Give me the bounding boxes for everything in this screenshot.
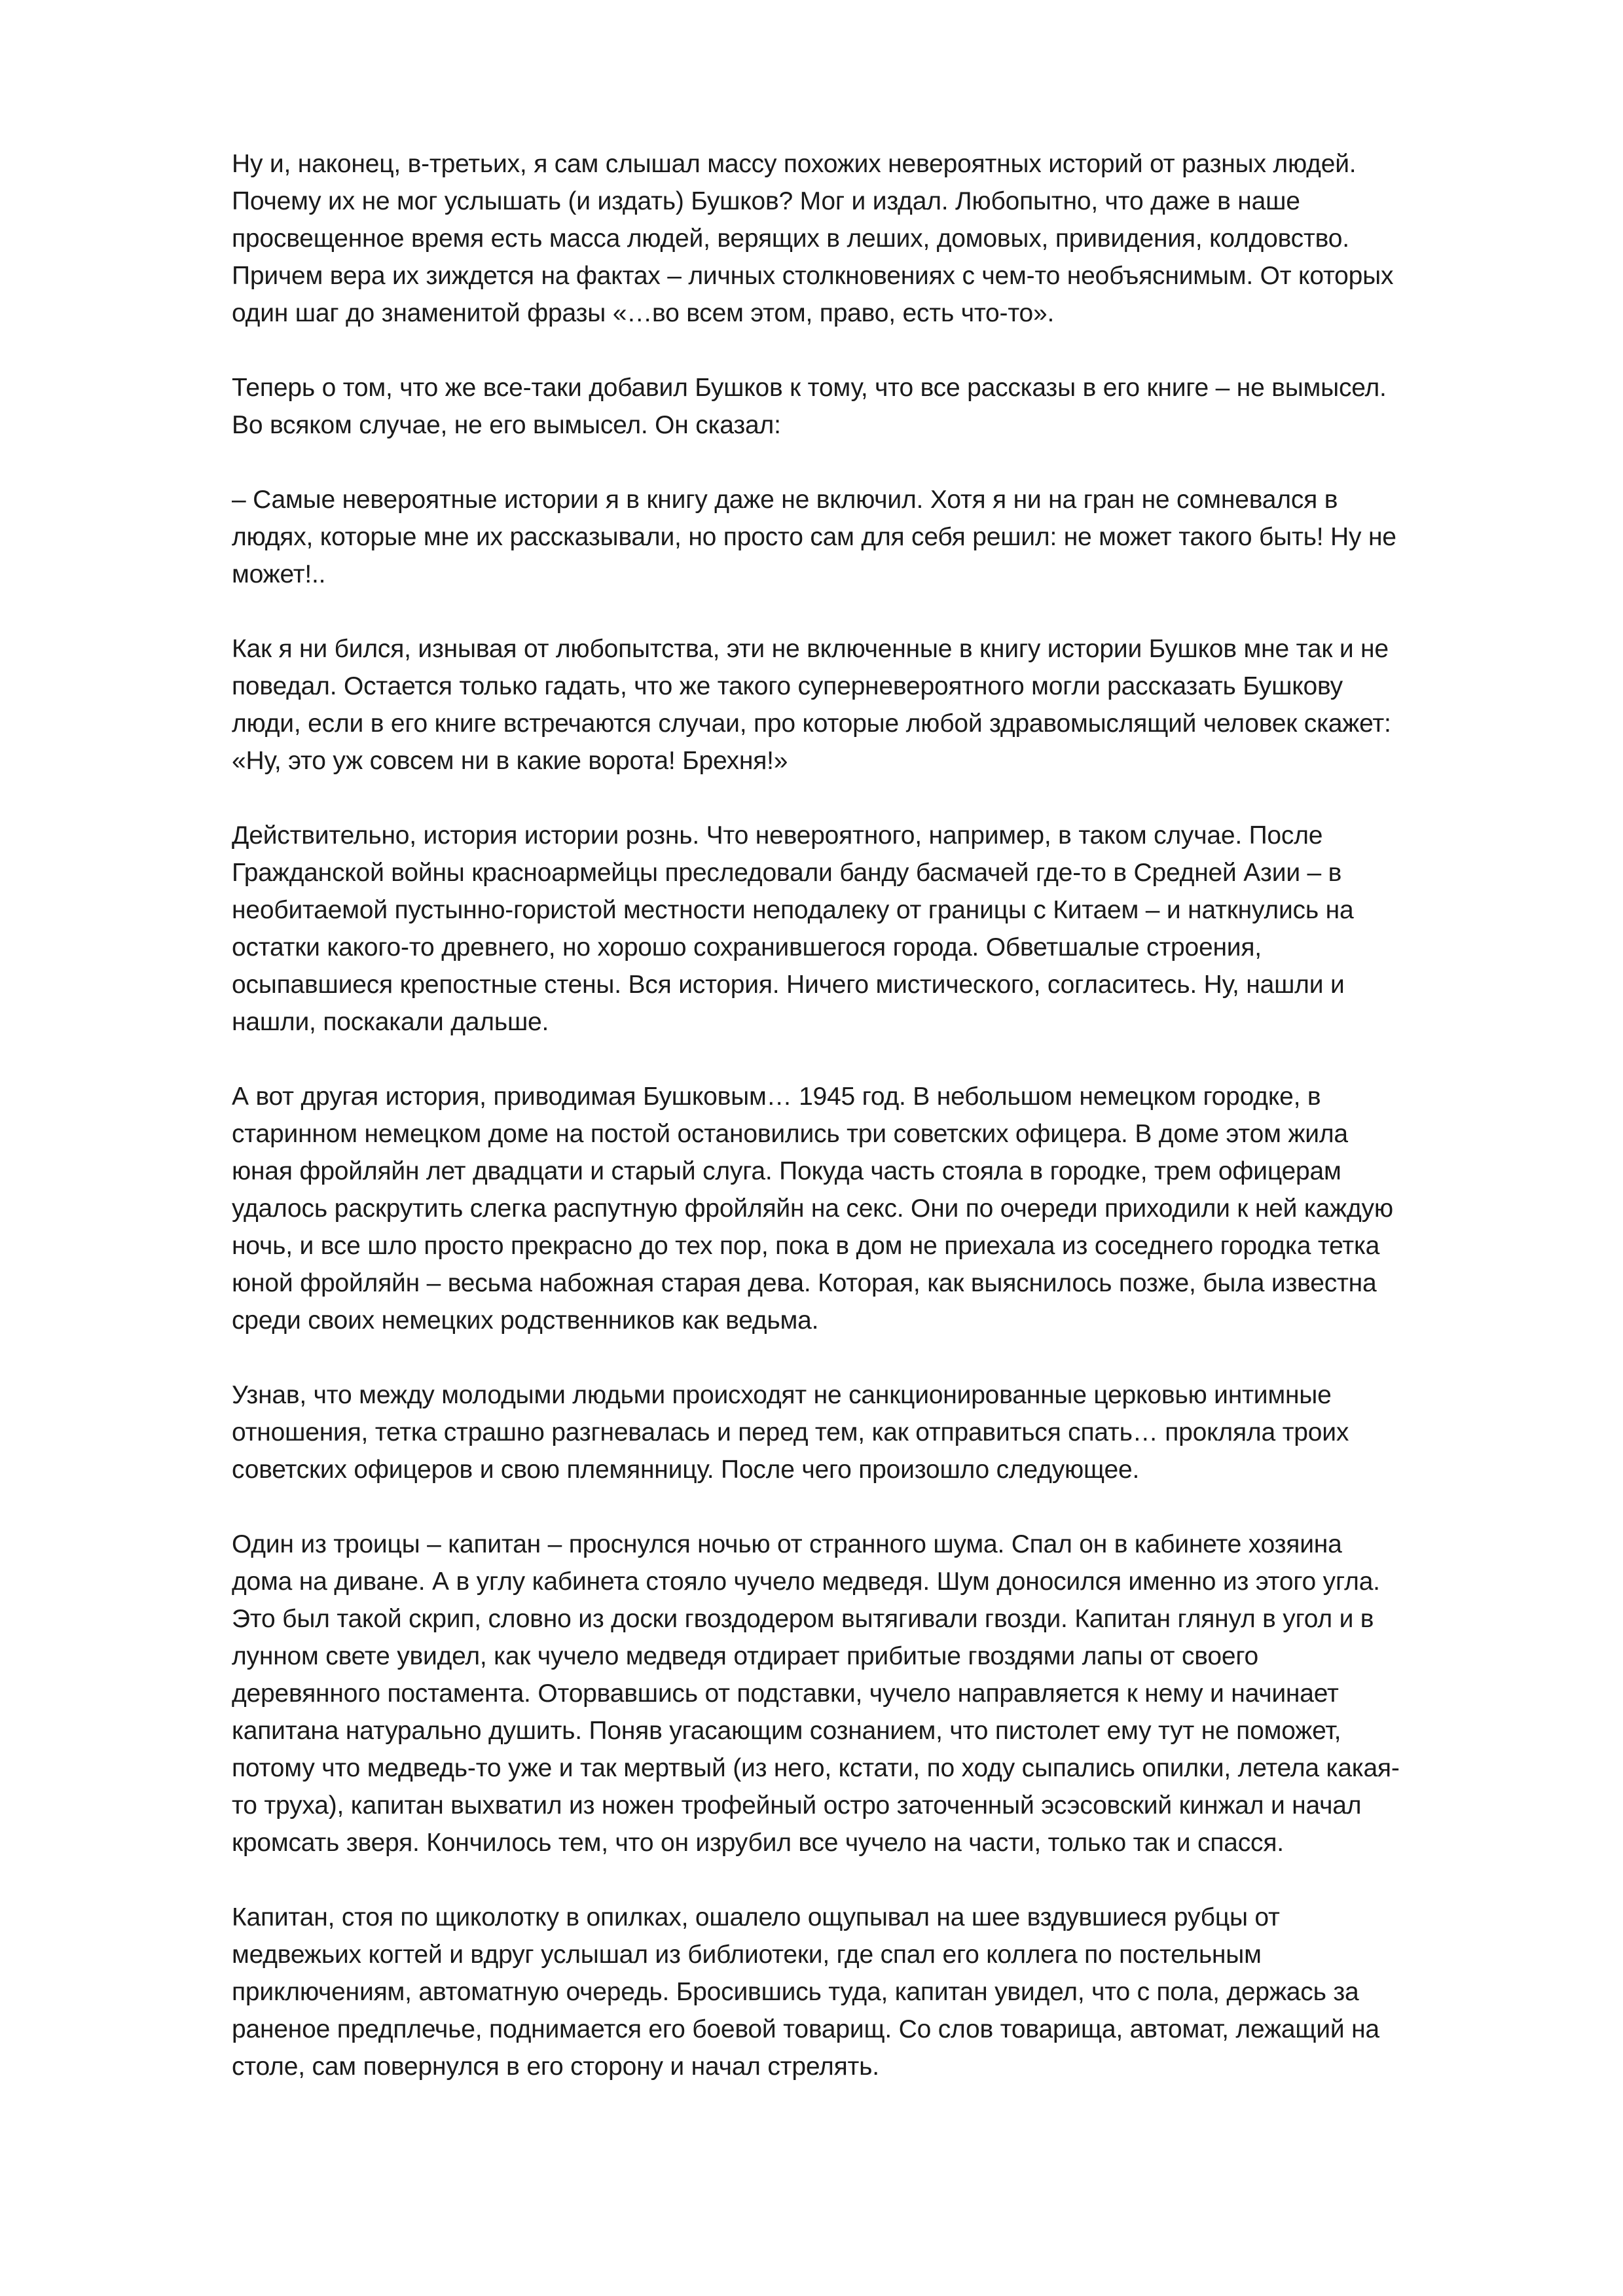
paragraph-4: Как я ни бился, изнывая от любопытства, эти не включенные в книгу истории Бушков мне так и не поведал. Остается только гадать, что же такого суперневероятного могли рассказать Бушкову люди, если в его книге встречаются случаи, про которые любой здравомыслящий человек скажет: «Ну, это уж совсем ни в какие ворота! Брехня!» — [232, 635, 1391, 775]
document-page — [232, 145, 1489, 2123]
paragraph-6: А вот другая история, приводимая Бушковым… 1945 год. В небольшом немецком городке, в старинном немецком доме на постой остановились три советских офицера. В доме этом жила юная фройляйн лет двадцати и старый слуга. Покуда часть стояла в городке, трем офицерам удалось раскрутить слегка распутную фройляйн на секс. Они по очереди приходили к ней каждую ночь, и все шло просто прекрасно до тех пор, пока в дом не приехала из соседнего городка тетка юной фройляйн – весьма набожная старая дева. Которая, как выяснилось позже, была известна среди своих немецких родственников как ведьма. — [232, 1083, 1393, 1335]
paragraph-3: – Самые невероятные истории я в книгу даже не включил. Хотя я ни на гран не сомневался в людях, которые мне их рассказывали, но просто сам для себя решил: не может такого быть! Ну не может!.. — [232, 486, 1396, 588]
paragraph-7: Узнав, что между молодыми людьми происходят не санкционированные церковью интимные отношения, тетка страшно разгневалась и перед тем, как отправиться спать… прокляла троих советских офицеров и свою племянницу. После чего произошло следующее. — [232, 1381, 1349, 1484]
paragraph-2: Теперь о том, что же все-таки добавил Бушков к тому, что все рассказы в его книге – не вымысел. Во всяком случае, не его вымысел. Он сказал: — [232, 374, 1387, 439]
paragraph-8: Один из троицы – капитан – проснулся ночью от странного шума. Спал он в кабинете хозяина дома на диване. А в углу кабинета стояло чучело медведя. Шум доносился именно из этого угла. Это был такой скрип, словно из доски гвоздодером вытягивали гвозди. Капитан глянул в угол и в лунном свете увидел, как чучело медведя отдирает прибитые гвоздями лапы от своего деревянного постамента. Оторвавшись от подставки, чучело направляется к нему и начинает капитана натурально душить. Поняв угасающим сознанием, что пистолет ему тут не поможет, потому что медведь-то уже и так мертвый (из него, кстати, по ходу сыпались опилки, летела какая- то труха), капитан выхватил из ножен трофейный остро заточенный эсэсовский кинжал и начал кромсать зверя. Кончилось тем, что он изрубил все чучело на части, только так и спасся. — [232, 1530, 1400, 1857]
paragraph-5: Действительно, история истории рознь. Что невероятного, например, в таком случае. После Гражданской войны красноармейцы преследовали банду басмачей где-то в Средней Азии – в необитаемой пустынно-гористой местности неподалеку от границы с Китаем – и наткнулись на остатки какого-то древнего, но хорошо сохранившегося города. Обветшалые строения, осыпавшиеся крепостные стены. Вся история. Ничего мистического, согласитесь. Ну, нашли и нашли, поскакали дальше. — [232, 821, 1354, 1036]
paragraph-1: Ну и, наконец, в-третьих, я сам слышал массу похожих невероятных историй от разных людей. Почему их не мог услышать (и издать) Бушков? Мог и издал. Любопытно, что даже в наше просвещенное время есть масса людей, верящих в леших, домовых, привидения, колдовство. Причем вера их зиждется на фактах – личных столкновениях с чем-то необъяснимым. От которых один шаг до знаменитой фразы «…во всем этом, право, есть что-то». — [232, 150, 1394, 327]
paragraph-9: Капитан, стоя по щиколотку в опилках, ошалело ощупывал на шее вздувшиеся рубцы от медвежьих когтей и вдруг услышал из библиотеки, где спал его коллега по постельным приключениям, автоматную очередь. Бросившись туда, капитан увидел, что с пола, держась за раненое предплечье, поднимается его боевой товарищ. Со слов товарища, автомат, лежащий на столе, сам повернулся в его сторону и начал стрелять. — [232, 1903, 1379, 2081]
